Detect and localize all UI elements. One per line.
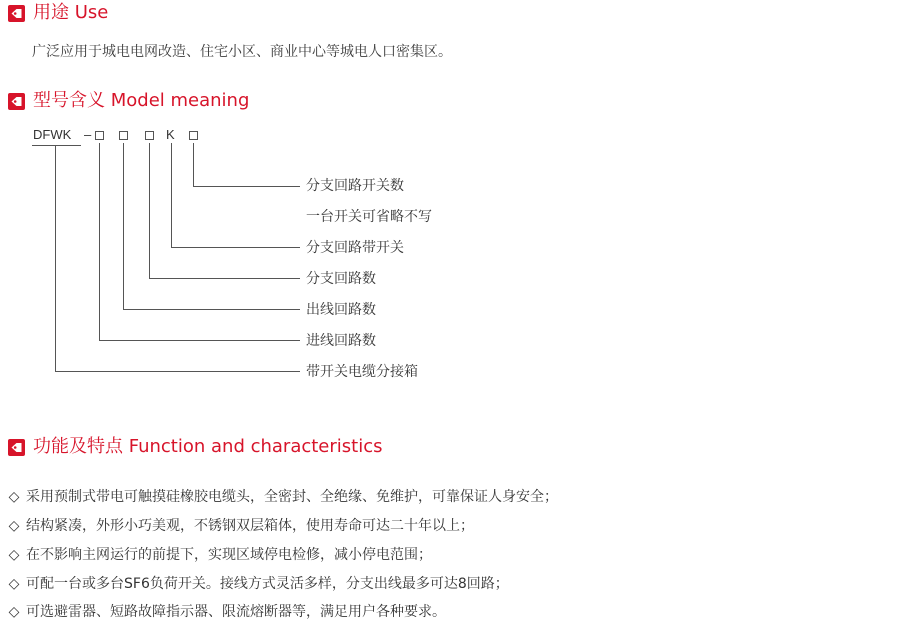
feature-text: 结构紧凑，外形小巧美观，不锈钢双层箱体，使用寿命可达二十年以上； bbox=[26, 518, 474, 534]
feature-text: 可配一台或多台SF6负荷开关。接线方式灵活多样，分支出线最多可达8回路； bbox=[26, 576, 509, 592]
bracket-line-6 bbox=[194, 143, 301, 187]
label-outgoing-count: 出线回路数 bbox=[306, 302, 376, 318]
label-cable-box: 带开关电缆分接箱 bbox=[306, 364, 418, 380]
model-code-dash: – bbox=[84, 127, 92, 142]
feature-text: 采用预制式带电可触摸硅橡胶电缆头，全密封、全绝缘、免维护，可靠保证人身安全； bbox=[26, 489, 558, 505]
label-branch-with-switch: 分支回路带开关 bbox=[306, 240, 404, 256]
feature-text: 可选避雷器、短路故障指示器、限流熔断器等，满足用户各种要求。 bbox=[26, 604, 446, 620]
section-title-features: 功能及特点 Function and characteristics bbox=[33, 436, 383, 457]
section-title-model: 型号含义 Model meaning bbox=[33, 90, 250, 111]
feature-item bbox=[8, 488, 558, 506]
bracket-line-1 bbox=[56, 145, 301, 372]
label-single-switch-note: 一台开关可省略不写 bbox=[306, 209, 432, 225]
label-branch-switch-count: 分支回路开关数 bbox=[306, 178, 404, 194]
feature-text: 在不影响主网运行的前提下，实现区域停电检修，减小停电范围； bbox=[26, 547, 432, 563]
feature-item bbox=[8, 575, 509, 593]
use-description: 广泛应用于城电电网改造、住宅小区、商业中心等城电人口密集区。 bbox=[32, 44, 452, 60]
diamond-bullet-icon: ◇ bbox=[8, 489, 20, 505]
diamond-bullet-icon: ◇ bbox=[8, 547, 20, 563]
section-features-header bbox=[8, 435, 383, 459]
diamond-bullet-icon: ◇ bbox=[8, 518, 20, 534]
feature-item bbox=[8, 546, 432, 564]
section-title-use: 用途 Use bbox=[33, 2, 109, 23]
diamond-bullet-icon: ◇ bbox=[8, 604, 20, 620]
bracket-line-2 bbox=[100, 143, 301, 341]
diamond-bullet-icon: ◇ bbox=[8, 576, 20, 592]
bracket-line-5 bbox=[172, 143, 301, 248]
feature-item bbox=[8, 603, 446, 621]
bracket-line-4 bbox=[150, 143, 301, 279]
label-branch-count: 分支回路数 bbox=[306, 271, 376, 287]
model-code-prefix: DFWK bbox=[33, 127, 72, 142]
model-code-k: K bbox=[166, 127, 175, 142]
label-incoming-count: 进线回路数 bbox=[306, 333, 376, 349]
feature-item bbox=[8, 517, 474, 535]
red-label-icon bbox=[8, 439, 25, 456]
